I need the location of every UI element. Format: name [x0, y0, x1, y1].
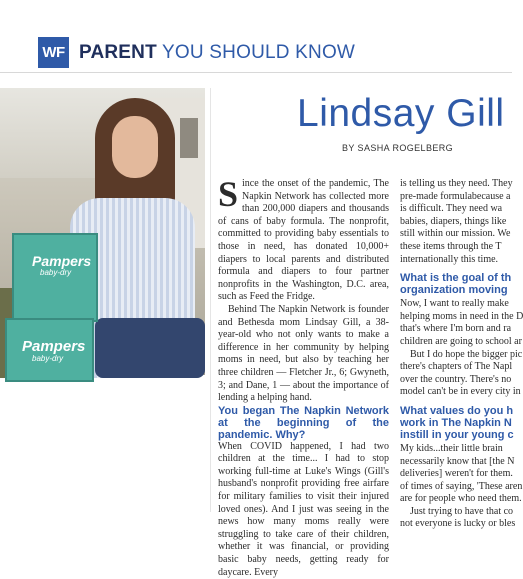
- body-line: is difficult. They need wa: [400, 203, 503, 215]
- body-line: helping moms in need in the D: [400, 310, 523, 322]
- header-divider: [0, 72, 512, 73]
- photo-divider: [210, 88, 211, 512]
- box-brand-label: Pampers: [22, 338, 86, 355]
- box-sub-label: baby-dry: [32, 354, 64, 363]
- intro-paragraph: [218, 174, 389, 304]
- body-line: But I do hope the bigger pic: [400, 348, 523, 360]
- question-line: instill in your young c: [400, 428, 514, 441]
- question-heading: You began The Napkin Network at the beginning of the pandemic. Why?: [218, 404, 389, 441]
- body-line: Just trying to have that co: [400, 505, 514, 517]
- body-line: children are going to school ar: [400, 335, 522, 347]
- portrait-photo: [0, 88, 205, 375]
- section-title-rest: YOU SHOULD KNOW: [156, 42, 356, 63]
- body-line: that's where I'm born and ra: [400, 323, 512, 335]
- body-line: Now, I want to really make: [400, 298, 509, 310]
- body-paragraph: Behind The Napkin Network is founder and Bethesda mom Lindsay Gill, a 38-year-old who not only wants to make a difference in her community by helping moms in need, but also by teaching her three children — Fletcher Jr., 6; Gwyneth, 3; and Dane, 1 — about the importance of lending a helping hand.: [218, 303, 389, 404]
- question-line: What is the goal of th: [400, 272, 512, 285]
- body-line: necessarily know that [the N: [400, 455, 515, 467]
- question-line: What values do you h: [400, 404, 514, 417]
- box-sub-label: baby-dry: [40, 268, 72, 277]
- body-line: babies, diapers, things like: [400, 215, 507, 227]
- body-line: of times of saying, 'These aren: [400, 480, 523, 492]
- right-column: [400, 178, 523, 530]
- box-brand-label: Pampers: [32, 253, 92, 269]
- body-line: are for people who need them.: [400, 493, 522, 505]
- wf-logo: WF: [38, 37, 69, 68]
- body-line: My kids...their little brain: [400, 442, 503, 454]
- question-line: work in The Napkin N: [400, 416, 512, 429]
- body-line: pre-made formulabecause a: [400, 190, 511, 202]
- body-line: there's chapters of The Napl: [400, 361, 513, 373]
- body-line: not everyone is lucky or bles: [400, 518, 516, 530]
- question-line: organization moving: [400, 284, 508, 297]
- question-heading: [400, 272, 512, 296]
- body-line: these items through the T: [400, 240, 502, 252]
- article-title: Lindsay Gill: [297, 92, 505, 135]
- body-line: over the country. There's no: [400, 373, 512, 385]
- intro-text: ince the onset of the pandemic, The Napkin Network has collected more than 200,000 diapers and thousands of cans of baby formula. The nonprofit, committed to providing baby essentials to those in need, has donated 10,000+ diapers to local parents and distributed formula and diapers to four partner nonprofits in the Washington, D.C. area, such as Feed the Fridge.: [218, 178, 389, 303]
- section-title: [79, 40, 355, 66]
- section-title-bold: PARENT: [79, 42, 157, 63]
- body-line: still within our mission. We: [400, 228, 511, 240]
- drop-cap: S: [218, 174, 239, 214]
- body-line: deliveries] weren't for them.: [400, 468, 513, 480]
- byline: BY SASHA ROGELBERG: [342, 143, 454, 153]
- answer-paragraph: When COVID happened, I had two children at the time... I had to stop working full-time at Luke's Wings (Gill's husband's nonprofit providing free airfare for military families to visit their injured loved ones). And I just was seeing in the news how many moms really were struggling to take care of their children, whether it was financial, or providing basic baby needs, getting ready for daycare. Every: [218, 440, 389, 578]
- body-line: model can't be in every city in: [400, 386, 521, 398]
- diaper-box-top: [12, 233, 98, 322]
- body-line: is telling us they need. They: [400, 178, 513, 189]
- question-heading: [400, 405, 512, 441]
- left-column: [218, 174, 389, 579]
- body-line: internationally this time.: [400, 253, 499, 265]
